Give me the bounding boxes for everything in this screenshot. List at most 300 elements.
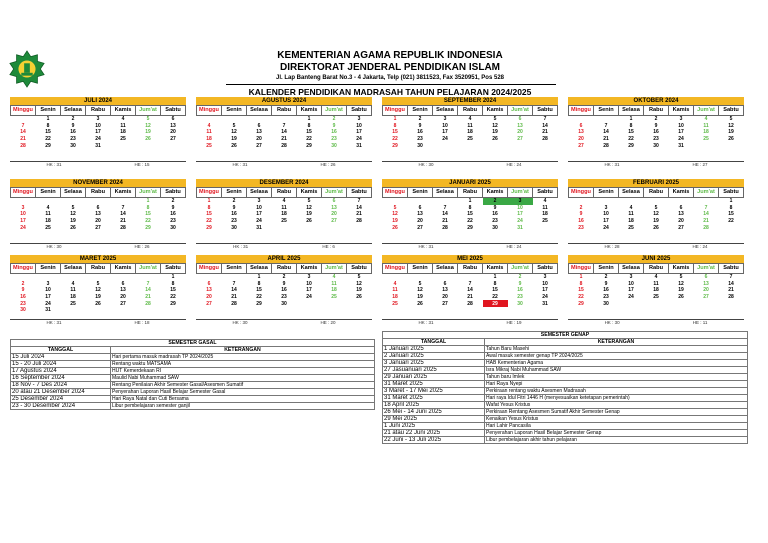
- day-header: Selasa: [619, 106, 644, 116]
- day-cell: 30: [492, 224, 498, 231]
- day-cell: 25: [392, 300, 398, 307]
- day-header: Senin: [408, 264, 433, 274]
- empty-cell: [594, 231, 619, 238]
- day-cell: 4: [629, 204, 633, 211]
- day-header: Rabu: [458, 264, 483, 274]
- empty-cell: [36, 274, 61, 281]
- day-cell: 12: [70, 211, 76, 218]
- event-date: 15 - 20 Juli 2024: [11, 361, 111, 368]
- day-cell: 21: [442, 218, 448, 225]
- day-header: Jum'at: [694, 106, 719, 116]
- day-cell: 29: [467, 224, 473, 231]
- day-cell: 28: [467, 300, 473, 307]
- day-cell: 24: [306, 294, 312, 301]
- day-cell: 2: [579, 204, 583, 211]
- month-summary: [196, 320, 372, 326]
- day-cell: 13: [256, 129, 262, 136]
- day-cell: 23: [417, 136, 423, 143]
- day-header: Senin: [594, 106, 619, 116]
- day-cell: 4: [121, 116, 125, 123]
- semester-genap-table: [382, 331, 748, 444]
- day-cell: 1: [393, 116, 397, 123]
- empty-cell: [247, 149, 272, 156]
- empty-cell: [61, 231, 86, 238]
- day-cell: 18: [703, 129, 709, 136]
- day-cell: 6: [121, 280, 125, 287]
- day-cell: 30: [20, 307, 26, 314]
- month-title: NOVEMBER 2024: [10, 179, 186, 187]
- day-cell: 1: [307, 116, 311, 123]
- empty-cell: [197, 231, 222, 238]
- day-cell: 5: [307, 198, 311, 205]
- empty-cell: [272, 116, 297, 123]
- empty-cell: [433, 307, 458, 314]
- empty-cell: [36, 231, 61, 238]
- day-header: Senin: [594, 188, 619, 198]
- day-cell: 29: [170, 300, 176, 307]
- day-cell: 19: [417, 294, 423, 301]
- day-cell: 13: [120, 287, 126, 294]
- event-date: 21 atau 22 Juni 2025: [383, 430, 485, 437]
- day-cell: 15: [392, 129, 398, 136]
- day-cell: 12: [653, 211, 659, 218]
- event-row: [383, 437, 748, 444]
- day-cell: 22: [492, 294, 498, 301]
- day-cell: 12: [728, 122, 734, 129]
- event-date: 16 September 2024: [11, 375, 111, 382]
- day-cell: 8: [493, 280, 497, 287]
- event-note: Rentang waktu MATSAMA: [111, 361, 375, 368]
- month-title: MEI 2025: [382, 255, 558, 263]
- empty-cell: [694, 198, 719, 205]
- day-cell: 21: [20, 136, 26, 143]
- day-cell: 29: [306, 142, 312, 149]
- day-cell: 15: [578, 287, 584, 294]
- day-cell: 8: [629, 122, 633, 129]
- day-cell: 5: [493, 116, 497, 123]
- day-cell: 14: [442, 211, 448, 218]
- event-note: Libur pembelajaran semester ganjil: [111, 403, 375, 410]
- day-cell: 28: [703, 224, 709, 231]
- day-cell: 27: [442, 300, 448, 307]
- day-header: Rabu: [86, 188, 111, 198]
- day-cell: 30: [417, 142, 423, 149]
- event-note: HUT Kemerdekaan RI: [111, 368, 375, 375]
- genap-note-header: KETERANGAN: [485, 339, 748, 346]
- day-cell: 29: [628, 142, 634, 149]
- genap-title: SEMESTER GENAP: [383, 332, 748, 339]
- day-cell: 20: [170, 129, 176, 136]
- day-header: Rabu: [458, 106, 483, 116]
- empty-cell: [247, 307, 272, 314]
- empty-cell: [719, 300, 744, 307]
- month-summary: [10, 244, 186, 250]
- day-cell: 6: [704, 274, 708, 281]
- day-cell: 7: [21, 122, 25, 129]
- day-cell: 30: [170, 224, 176, 231]
- day-cell: 19: [70, 218, 76, 225]
- day-cell: 11: [331, 280, 337, 287]
- day-cell: 20: [206, 294, 212, 301]
- day-cell: 14: [728, 280, 734, 287]
- genap-date-header: TANGGAL: [383, 339, 485, 346]
- day-cell: 13: [331, 204, 337, 211]
- day-cell: 8: [257, 280, 261, 287]
- he-count: HE : 27: [692, 161, 708, 167]
- day-header: Sabtu: [161, 106, 186, 116]
- day-cell: 17: [95, 129, 101, 136]
- empty-cell: [694, 231, 719, 238]
- day-cell: 11: [206, 129, 212, 136]
- empty-cell: [694, 307, 719, 314]
- day-cell: 24: [628, 294, 634, 301]
- day-cell: 15: [492, 287, 498, 294]
- empty-cell: [161, 231, 186, 238]
- day-cell: 28: [542, 136, 548, 143]
- day-cell: 18: [392, 294, 398, 301]
- day-header: Senin: [222, 264, 247, 274]
- hk-count: HK : 31: [46, 319, 62, 325]
- empty-cell: [36, 149, 61, 156]
- empty-cell: [272, 231, 297, 238]
- day-cell: 26: [356, 294, 362, 301]
- empty-cell: [347, 307, 372, 314]
- day-cell: 25: [542, 218, 548, 225]
- day-header: Kamis: [111, 106, 136, 116]
- day-cell: 26: [70, 224, 76, 231]
- day-cell: 15: [45, 129, 51, 136]
- day-cell: 12: [417, 287, 423, 294]
- event-row: [383, 409, 748, 416]
- day-cell: 28: [120, 224, 126, 231]
- empty-cell: [594, 149, 619, 156]
- empty-cell: [297, 307, 322, 314]
- day-header: Minggu: [197, 106, 222, 116]
- event-note: Hari Raya Natal dan Cuti Bersama: [111, 396, 375, 403]
- empty-cell: [644, 300, 669, 307]
- month-calendar: [382, 255, 558, 326]
- day-cell: 17: [678, 129, 684, 136]
- day-cell: 17: [442, 129, 448, 136]
- day-header: Selasa: [61, 106, 86, 116]
- day-cell: 19: [145, 129, 151, 136]
- event-date: 29 Mei 2025: [383, 416, 485, 423]
- he-count: HE : 11: [692, 319, 708, 325]
- day-cell: 12: [392, 211, 398, 218]
- day-cell: 11: [542, 204, 548, 211]
- day-cell: 6: [679, 204, 683, 211]
- day-cell: 3: [679, 116, 683, 123]
- day-cell: 4: [46, 204, 50, 211]
- event-date: 31 Maret 2025: [383, 381, 485, 388]
- empty-cell: [569, 307, 594, 314]
- day-header: Minggu: [569, 106, 594, 116]
- day-header: Senin: [408, 106, 433, 116]
- month-calendar: [196, 255, 372, 326]
- day-cell: 22: [306, 136, 312, 143]
- empty-cell: [669, 198, 694, 205]
- day-cell: 5: [393, 204, 397, 211]
- empty-cell: [458, 231, 483, 238]
- day-cell: 22: [467, 218, 473, 225]
- day-cell: 27: [170, 136, 176, 143]
- day-header: Senin: [408, 188, 433, 198]
- day-cell: 8: [171, 280, 175, 287]
- empty-cell: [383, 198, 408, 205]
- day-cell: 4: [207, 122, 211, 129]
- day-header: Senin: [36, 106, 61, 116]
- empty-cell: [136, 149, 161, 156]
- empty-cell: [483, 231, 508, 238]
- month-summary: [568, 162, 744, 168]
- empty-cell: [433, 142, 458, 149]
- day-cell: 14: [281, 129, 287, 136]
- day-cell: 6: [418, 204, 422, 211]
- header-divider: [226, 84, 556, 85]
- empty-cell: [408, 231, 433, 238]
- day-header: Senin: [222, 106, 247, 116]
- empty-cell: [508, 307, 533, 314]
- event-date: 17 Agustus 2024: [11, 368, 111, 375]
- day-header: Minggu: [11, 264, 36, 274]
- day-cell: 28: [20, 142, 26, 149]
- day-cell: 16: [578, 218, 584, 225]
- day-cell: 13: [517, 122, 523, 129]
- gasal-note-header: KETERANGAN: [111, 347, 375, 354]
- day-cell: 3: [21, 204, 25, 211]
- empty-cell: [136, 231, 161, 238]
- empty-cell: [694, 142, 719, 149]
- day-header: Rabu: [644, 264, 669, 274]
- day-cell: 10: [542, 280, 548, 287]
- empty-cell: [458, 142, 483, 149]
- day-cell: 7: [543, 116, 547, 123]
- empty-cell: [111, 149, 136, 156]
- event-note: HAB Kementerian Agama: [485, 360, 748, 367]
- day-cell: 5: [729, 116, 733, 123]
- day-cell: 26: [728, 136, 734, 143]
- day-cell: 20: [578, 136, 584, 143]
- day-cell: 10: [517, 204, 523, 211]
- day-cell: 10: [356, 122, 362, 129]
- day-cell: 29: [483, 300, 508, 307]
- empty-cell: [694, 149, 719, 156]
- month-calendar: [382, 179, 558, 250]
- day-cell: 21: [281, 136, 287, 143]
- day-cell: 28: [145, 300, 151, 307]
- day-header: Minggu: [197, 188, 222, 198]
- empty-cell: [569, 231, 594, 238]
- event-row: [11, 354, 375, 361]
- day-cell: 28: [356, 218, 362, 225]
- event-date: 1 Juni 2025: [383, 423, 485, 430]
- day-cell: 22: [256, 294, 262, 301]
- day-cell: 21: [728, 287, 734, 294]
- day-cell: 27: [578, 142, 584, 149]
- day-header: Jum'at: [322, 264, 347, 274]
- day-cell: 6: [96, 204, 100, 211]
- day-cell: 4: [282, 198, 286, 205]
- day-header: Rabu: [458, 188, 483, 198]
- day-cell: 1: [146, 198, 150, 205]
- day-cell: 15: [467, 211, 473, 218]
- day-cell: 25: [331, 294, 337, 301]
- day-cell: 17: [306, 287, 312, 294]
- day-header: Sabtu: [161, 264, 186, 274]
- empty-cell: [433, 274, 458, 281]
- day-cell: 22: [206, 218, 212, 225]
- ministry-name: KEMENTERIAN AGAMA REPUBLIK INDONESIA: [277, 50, 503, 61]
- empty-cell: [222, 274, 247, 281]
- day-cell: 17: [20, 218, 26, 225]
- day-header: Jum'at: [322, 106, 347, 116]
- day-cell: 19: [678, 287, 684, 294]
- day-cell: 15: [206, 211, 212, 218]
- empty-cell: [719, 142, 744, 149]
- day-cell: 18: [542, 211, 548, 218]
- day-cell: 25: [120, 136, 126, 143]
- empty-cell: [222, 307, 247, 314]
- day-cell: 29: [578, 300, 584, 307]
- day-cell: 27: [120, 300, 126, 307]
- day-header: Kamis: [111, 188, 136, 198]
- day-cell: 3: [443, 116, 447, 123]
- day-cell: 9: [518, 280, 522, 287]
- day-header: Sabtu: [347, 264, 372, 274]
- day-cell: 29: [145, 224, 151, 231]
- empty-cell: [322, 231, 347, 238]
- empty-cell: [719, 231, 744, 238]
- empty-cell: [619, 307, 644, 314]
- empty-cell: [222, 149, 247, 156]
- month-summary: [382, 320, 558, 326]
- event-row: [11, 396, 375, 403]
- day-cell: 28: [603, 142, 609, 149]
- day-cell: 24: [45, 300, 51, 307]
- day-cell: 23: [20, 300, 26, 307]
- day-cell: 29: [45, 142, 51, 149]
- day-cell: 5: [146, 116, 150, 123]
- empty-cell: [11, 149, 36, 156]
- event-row: [383, 346, 748, 353]
- event-note: Perkiraan rentang waktu Asesmen Madrasah: [485, 388, 748, 395]
- day-header: Selasa: [247, 264, 272, 274]
- calendar-title: KALENDER PENDIDIKAN MADRASAH TAHUN PELAJARAN 2024/2025: [248, 87, 532, 97]
- month-calendar: [568, 179, 744, 250]
- day-header: Rabu: [644, 106, 669, 116]
- day-cell: 10: [628, 280, 634, 287]
- day-cell: 3: [604, 204, 608, 211]
- day-cell: 21: [542, 129, 548, 136]
- event-row: [383, 430, 748, 437]
- event-note: Hari raya Idul Fitri 1446 H (menyesuaikan ketetapan pemerintah): [485, 395, 748, 402]
- day-cell: 6: [579, 122, 583, 129]
- day-header: Kamis: [297, 188, 322, 198]
- day-cell: 22: [628, 136, 634, 143]
- day-header: Selasa: [61, 188, 86, 198]
- day-cell: 4: [704, 116, 708, 123]
- day-cell: 16: [653, 129, 659, 136]
- day-cell: 23: [517, 294, 523, 301]
- day-cell: 23: [603, 294, 609, 301]
- empty-cell: [272, 307, 297, 314]
- day-cell: 9: [604, 280, 608, 287]
- day-cell: 2: [232, 198, 236, 205]
- event-row: [383, 423, 748, 430]
- empty-cell: [247, 231, 272, 238]
- day-cell: 19: [653, 218, 659, 225]
- empty-cell: [11, 116, 36, 123]
- month-summary: [382, 244, 558, 250]
- day-cell: 23: [70, 136, 76, 143]
- day-cell: 1: [729, 198, 733, 205]
- event-row: [383, 388, 748, 395]
- empty-cell: [111, 198, 136, 205]
- day-cell: 2: [171, 198, 175, 205]
- day-cell: 23: [578, 224, 584, 231]
- day-cell: 29: [256, 300, 262, 307]
- empty-cell: [297, 224, 322, 231]
- semester-gasal-table: [10, 339, 375, 410]
- day-cell: 28: [442, 224, 448, 231]
- day-cell: 8: [729, 204, 733, 211]
- day-cell: 10: [256, 204, 262, 211]
- day-cell: 7: [604, 122, 608, 129]
- day-cell: 31: [95, 142, 101, 149]
- event-note: Perkiraan Rentang Asesmen Sumatif Akhir Semester Genap: [485, 409, 748, 416]
- event-note: Awal masuk semester genap TP 2024/2025: [485, 353, 748, 360]
- empty-cell: [569, 116, 594, 123]
- day-cell: 5: [96, 280, 100, 287]
- day-header: Minggu: [383, 188, 408, 198]
- day-cell: 16: [603, 287, 609, 294]
- day-cell: 22: [728, 218, 734, 225]
- day-cell: 7: [468, 280, 472, 287]
- empty-cell: [619, 231, 644, 238]
- day-cell: 5: [654, 204, 658, 211]
- day-cell: 18: [467, 129, 473, 136]
- event-note: Hari pertama masuk madrasah TP 2024/2025: [111, 354, 375, 361]
- day-cell: 26: [231, 142, 237, 149]
- empty-cell: [694, 300, 719, 307]
- empty-cell: [347, 224, 372, 231]
- day-cell: 2: [604, 274, 608, 281]
- empty-cell: [483, 307, 508, 314]
- day-cell: 26: [653, 224, 659, 231]
- day-cell: 3: [508, 198, 533, 205]
- event-row: [383, 381, 748, 388]
- day-cell: 19: [728, 129, 734, 136]
- day-cell: 25: [628, 224, 634, 231]
- day-cell: 11: [467, 122, 473, 129]
- day-cell: 22: [45, 136, 51, 143]
- month-title: JULI 2024: [10, 97, 186, 105]
- day-cell: 14: [20, 129, 26, 136]
- day-cell: 17: [256, 211, 262, 218]
- day-cell: 22: [578, 294, 584, 301]
- day-cell: 20: [417, 218, 423, 225]
- event-row: [11, 375, 375, 382]
- day-cell: 19: [356, 287, 362, 294]
- day-cell: 24: [256, 218, 262, 225]
- day-cell: 26: [145, 136, 151, 143]
- month-summary: [382, 162, 558, 168]
- day-cell: 21: [603, 136, 609, 143]
- day-cell: 13: [95, 211, 101, 218]
- day-cell: 2: [71, 116, 75, 123]
- day-header: Sabtu: [161, 188, 186, 198]
- day-cell: 19: [95, 294, 101, 301]
